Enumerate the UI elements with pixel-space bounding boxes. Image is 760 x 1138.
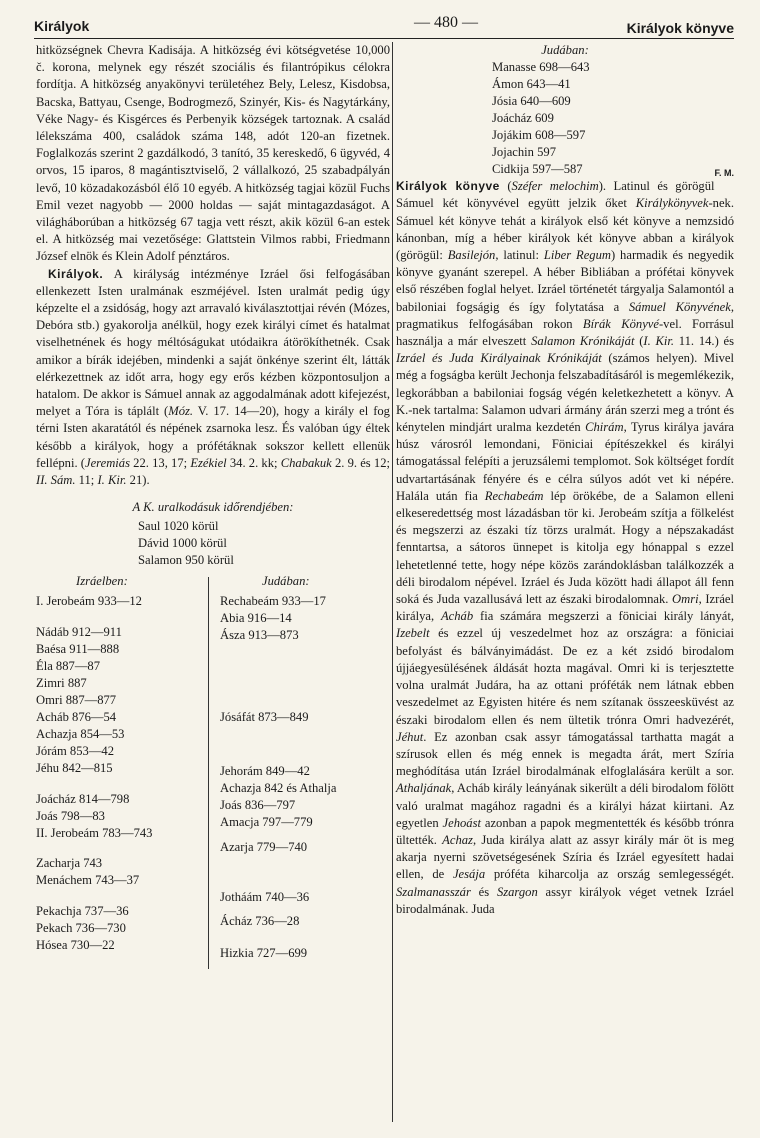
header-left: Királyok: [34, 18, 90, 34]
entry-keyword: Királyok.: [48, 266, 104, 281]
text-run: V. 17. 14—20), hogy a király el fog térni Isten akaratától és népének zsarnoka lesz. És valóban úgy éltek később a királyok, hogy a prófétáknak sokszor kellett ellenük fellépni. (: [36, 404, 390, 470]
israel-king: Jórám 853—42: [36, 744, 115, 759]
text-run: , Tyrus királya javára húsz városról lemondani, Föniciai építészekkel és királyi támogatással felépíti a jeruzsálemi templomot. Sok költséget fordít udvartartásának fényére és e célra súlyos adót vet ki népére. Halála után fia: [396, 420, 734, 503]
judah-king: Jósáfát 873—849: [220, 710, 309, 725]
paragraph-kiralyok: [36, 266, 390, 490]
text-run: , pragmatikus felfogásában rokon: [396, 299, 734, 331]
text-run: , Acháb király leányának sikerült a déli birodalom fölött való uralmat magához ragadni és a királyi házat kiirtani. Az egyetlen: [396, 781, 734, 830]
paragraph-hitkozseg: hitközségnek Chevra Kadisája. A hitközség évi kötségvetése 10,000 č. korona, melynek egy részét szociális és filantrópikus célokra fordítja. A hitközség anyakönyvi területéhez Bely, Lelesz, Kisdobsa, Bacska, Battyau, Csenge, Bodrogmező, Szinyér, Kis- és Nagytárkány, Véke Nagy- és Kisgérces és Perbenyik községek tartoznak. A család lélekszáma 400, családok száma 148, adót 120-an fizetnek. Foglalkozás szerint 2 gazdálkodó, 3 tanító, 35 kereskedő, 6 ügyvéd, 4 orvos, 15 iparos, 8 magántisztviselő, 2 vállalkozó, 25 szabadpályán levő, 10 közadakozásból élő 10 egyéb. A hitközség tagjai közül Fuchs Emil vezet nagyobb — 2000 holdas — saját mintagazdaságot. A világháborúban a hitközség 67 tagja vett részt, akik közül 6-an estek el. A hitközség mai vezetősége: Glattstein Vilmos rabbi, Friedmann József elnök és Klein Adolf pénztáros.: [36, 43, 390, 264]
israel-king: Omri 887—877: [36, 693, 117, 708]
israel-king: Pekachja 737—36: [36, 904, 129, 919]
text-run: (számos helyen). Mivel még a fogságba került Jechonja felszabadításáról is megemlékezik, legkorábban a babiloniai fogság végén keletkezhetett a könyv. A K.-nek tartalma: Salamon udvari ármány árán szerzi meg a trónt és kénytelen mindjárt uralma kezdetén: [396, 351, 734, 435]
text-run: ). Latinul és görögül Sámuel két könyvével együtt jelzik őket: [396, 179, 715, 211]
ref: II. Sám.: [36, 473, 76, 488]
table-divider: [208, 577, 209, 969]
list-item: Manasse 698—643: [492, 60, 590, 75]
judah-king: Rechabeám 933—17: [220, 594, 326, 609]
italic-term: Omri: [672, 592, 699, 607]
italic-term: Szargon: [496, 884, 538, 899]
united-kings-list: [138, 518, 390, 569]
text-run: , Izráel királya,: [396, 592, 734, 624]
israel-king: Hósea 730—22: [36, 938, 115, 953]
italic-term: Izráel és Juda Királyainak Krónikáját: [396, 351, 602, 366]
list-item: Saul 1020 körül: [138, 519, 219, 534]
italic-term: Acháb: [440, 609, 474, 624]
list-item: Salamon 950 körül: [138, 553, 234, 568]
text-run: 2. 9. és 12;: [331, 455, 390, 470]
list-item: Jojákim 608—597: [492, 128, 586, 143]
italic-term: Athaljának: [396, 781, 452, 796]
italic-term: Jéhut: [396, 729, 424, 744]
judah-king: Ácház 736—28: [220, 914, 300, 929]
text-run: , latinul:: [495, 248, 544, 263]
italic-term: Jesája: [452, 867, 486, 882]
ref: I. Kir.: [97, 473, 127, 488]
paragraph-kiralyok-konyve: [396, 178, 734, 918]
text-run: 11;: [75, 473, 98, 488]
italic-term: Bírák Könyvé: [582, 316, 659, 331]
italic-term: Liber Regum: [543, 248, 611, 263]
text-run: (: [634, 334, 644, 349]
israel-king: Menáchem 743—37: [36, 873, 140, 888]
text-run: lép örökébe, de a Salamon elleni elkeseredettség most lázadásban tör ki. Jerobeám szítja a fölkelést és megszerzi az északi tíz törzs uralmát. Hogy a népszakadást fenntartsa, a sátoros ünnepet is kitolja egy hónappal s ezzel lehetetlenné tette, hogy népe közös zarándoklásban találkozzék a déli birodalom népével. Izráel és Juda között hadi állapot áll fenn soká és Juda vazallusává lett az északi birodalomnak.: [396, 488, 734, 607]
judah-continued-heading: Judában:: [541, 43, 589, 57]
judah-king: Azarja 779—740: [220, 840, 308, 855]
list-item: Jósia 640—609: [492, 94, 571, 109]
entry-keyword: Királyok könyve: [396, 179, 500, 194]
israel-king: Joás 798—83: [36, 809, 105, 824]
judah-continued-list: [492, 59, 734, 178]
israel-king: I. Jerobeám 933—12: [36, 594, 142, 609]
judah-king: Jehorám 849—42: [220, 764, 310, 779]
israel-king: Baésa 911—888: [36, 642, 120, 657]
italic-term: Izebelt: [396, 626, 430, 641]
kings-table: [36, 573, 390, 973]
text-run: -nek. Sámuel két könyve tehát a királyok első két könyve a nemzsidó kánonban, míg a héber királyok két könyve abban a királyok (görögül:: [396, 196, 734, 263]
italic-term: I. Kir.: [643, 334, 675, 349]
italic-term: Salamon Krónikáját: [531, 334, 635, 349]
text-run: fia számára megszerzi a föniciai király lányát,: [473, 609, 735, 624]
italic-term: Basilejón: [447, 248, 496, 263]
text-run: 34. 2. kk;: [226, 455, 281, 470]
author-signature: F. M.: [714, 168, 734, 179]
judah-king: Amacja 797—779: [220, 815, 313, 830]
judah-king: Joás 836—797: [220, 798, 296, 813]
ref: Ezékiel: [190, 455, 227, 470]
israel-king: Zimri 887: [36, 676, 87, 691]
left-column: [36, 42, 390, 973]
israel-king: Nádáb 912—911: [36, 625, 122, 640]
judah-king: Achazja 842 és Athalja: [220, 781, 337, 796]
judah-heading: Judában:: [262, 574, 310, 589]
italic-term: Rechabeám: [484, 488, 544, 503]
israel-king: Achazja 854—53: [36, 727, 125, 742]
list-text: Cidkija 597—587: [492, 162, 583, 177]
running-header: [34, 14, 734, 36]
italic-term: Jehoást: [442, 815, 482, 830]
ref: Jeremiás: [85, 455, 130, 470]
text-run: próféta kiharcolja az ország semlegességét.: [485, 867, 734, 882]
column-divider: [392, 42, 393, 1122]
header-rule: [34, 38, 734, 39]
judah-king: Ásza 913—873: [220, 628, 299, 643]
text-run: , Juda királya alatt az assyr király már öt is meg akarja nyerni szövetségesének Szíria és Izráel egyesített hadai ellen, de: [396, 832, 734, 882]
israel-king: Acháb 876—54: [36, 710, 117, 725]
text-run: -vel. Forrásul használja a már elveszett: [396, 316, 735, 349]
israel-heading: Izráelben:: [76, 574, 128, 589]
text-run: . Ez azonban csak assyr támogatással tarthatta magát a szírusok ellen és még ennek is megadta árát, mert Szíria meghódítása után Izráel birodalmának elfoglalására került a sor.: [396, 729, 734, 779]
list-item: Ámon 643—41: [492, 77, 571, 92]
text-run: és: [470, 884, 497, 899]
italic-term: Chirám: [585, 420, 624, 435]
text-run: A királyság intézménye Izráel ősi felfogásában ellenkezett Isten uralmának eszméjével. Isten uralmát pedig úgy képzelte el a zsidóság, hogy azt arravaló kiválasztottjai révén (Mózes, Debóra stb.) gyakorolja anélkül, hogy ezek királyi címet és hatalmat viselhetnének és hogy méltóságukat utódaikra átörökíthetnék. Csak amikor a bírák idejében, mindenki a saját önkénye szerint élt, látták elérkezettnek az időt arra, hogy egy erős kézben központosuljon a hatalom. De akkor is Sámuel annak az aggodalmának adott kifejezést, melyet a Tóra is táplált (: [36, 266, 390, 419]
judah-king: Jotháám 740—36: [220, 890, 310, 905]
italic-term: Szalmanasszár: [396, 884, 471, 899]
text-run: és ezzel új veszedelmet hoz az országra: a föniciai befolyást és bálványimádást. De ez a két zsidó birodalom újjáegyesülésének áldását hozta magával. Omri ki is terjesztette volna uralmát Judára, ha az ottani próféták nem látnak ebben veszedelmet az Egyisten hitére és nem szítanak összeesküvést az északi birodalom ellen és nem ültetik trónra Omri hadvezérét,: [396, 626, 734, 727]
text-run: 11. 14.) és: [674, 334, 734, 349]
right-column: [396, 42, 734, 918]
israel-king: Zacharja 743: [36, 856, 103, 871]
text-run: 22. 13, 17;: [130, 455, 191, 470]
israel-king: Joácház 814—798: [36, 792, 130, 807]
israel-king: Éla 887—87: [36, 659, 101, 674]
list-item: Joácház 609: [492, 111, 554, 126]
italic-term: Achaz: [442, 832, 473, 847]
list-item: [492, 161, 734, 178]
text-run: assyr királyok véget vetnek Izráel birodalmának. Juda: [396, 884, 734, 916]
italic-term: Sámuel Könyvének: [628, 299, 731, 314]
text-run: azonban a papok megmentették és később trónra ültették.: [396, 815, 734, 847]
ref: Chabakuk: [280, 455, 332, 470]
italic-term: Királykönyvek: [635, 196, 709, 211]
israel-king: Jéhu 842—815: [36, 761, 113, 776]
judah-king: Abia 916—14: [220, 611, 292, 626]
text-run: 21).: [126, 473, 150, 488]
header-right: Királyok könyve: [626, 20, 734, 36]
israel-king: II. Jerobeám 783—743: [36, 826, 153, 841]
chronology-heading: A K. uralkodásuk időrendjében:: [132, 500, 294, 515]
list-item: Dávid 1000 körül: [138, 536, 227, 551]
list-item: Jojachin 597: [492, 145, 557, 160]
page-number: — 480 —: [414, 14, 478, 31]
ref: Móz.: [168, 404, 194, 419]
italic-term: Széfer melochim: [511, 179, 599, 194]
israel-king: Pekach 736—730: [36, 921, 126, 936]
judah-king: Hizkia 727—699: [220, 946, 308, 961]
text-run: (: [499, 179, 512, 194]
text-run: ) harmadik és negyedik könyve gyanánt szerepel. A héber Bibliában a prófétai könyvek első részében foglal helyet. Izráel történetét tárgyalja Salamontól a babiloniai fogságig és így folytatása a: [396, 248, 734, 314]
